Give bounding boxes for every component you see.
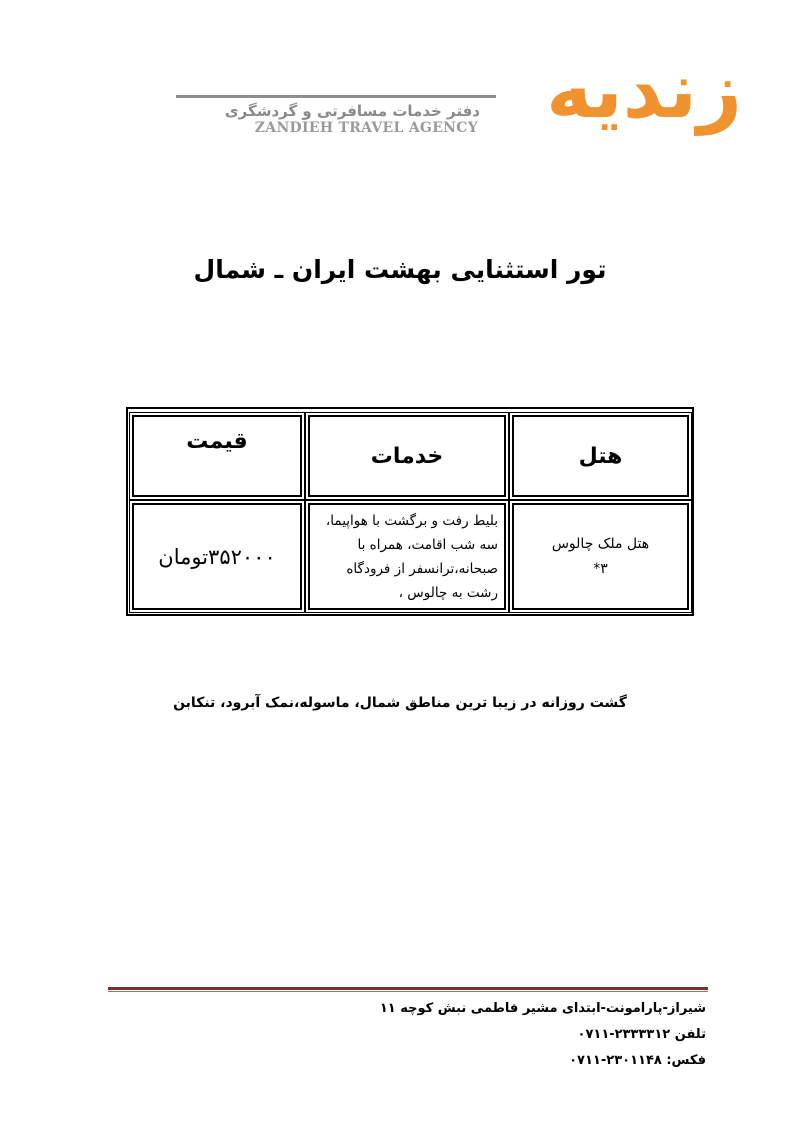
footer-phone: تلفن ۲۳۳۳۳۱۲-۰۷۱۱ [577,1027,706,1042]
agency-tagline-fa: دفتر خدمات مسافرتی و گردشگری [224,102,480,120]
footer-address: شیراز-پارامونت-ابتدای مشیر فاطمی نبش کوچه ۱۱ [379,1001,706,1016]
header-price: قیمت [132,415,302,497]
page-title: تور استثنایی بهشت ایران ـ شمال [193,255,607,284]
cell-price: ۳۵۲۰۰۰تومان [132,503,302,610]
footer-rule [108,987,708,990]
footer-rule-thin [108,991,708,992]
footer-fax: فکس: ۲۳۰۱۱۴۸-۰۷۱۱ [569,1053,706,1068]
header-hotel: هتل [512,415,689,497]
agency-tagline-en: ZANDIEH TRAVEL AGENCY [254,120,478,136]
cell-services: بلیط رفت و برگشت با هواپیما، سه شب اقامت، همراه با صبحانه،ترانسفر از فرودگاه رشت به چالوس ، [308,503,506,610]
header-services: خدمات [308,415,506,497]
agency-logo: زندیه [546,46,742,136]
cell-hotel: هتل ملک چالوس ۳* [512,503,689,610]
footer-contact [380,996,706,1074]
tour-table [126,407,694,616]
logo-rule [176,95,496,98]
daily-tour-note: گشت روزانه در زیبا ترین مناطق شمال، ماسوله،نمک آبرود، تنکابن [173,695,627,711]
